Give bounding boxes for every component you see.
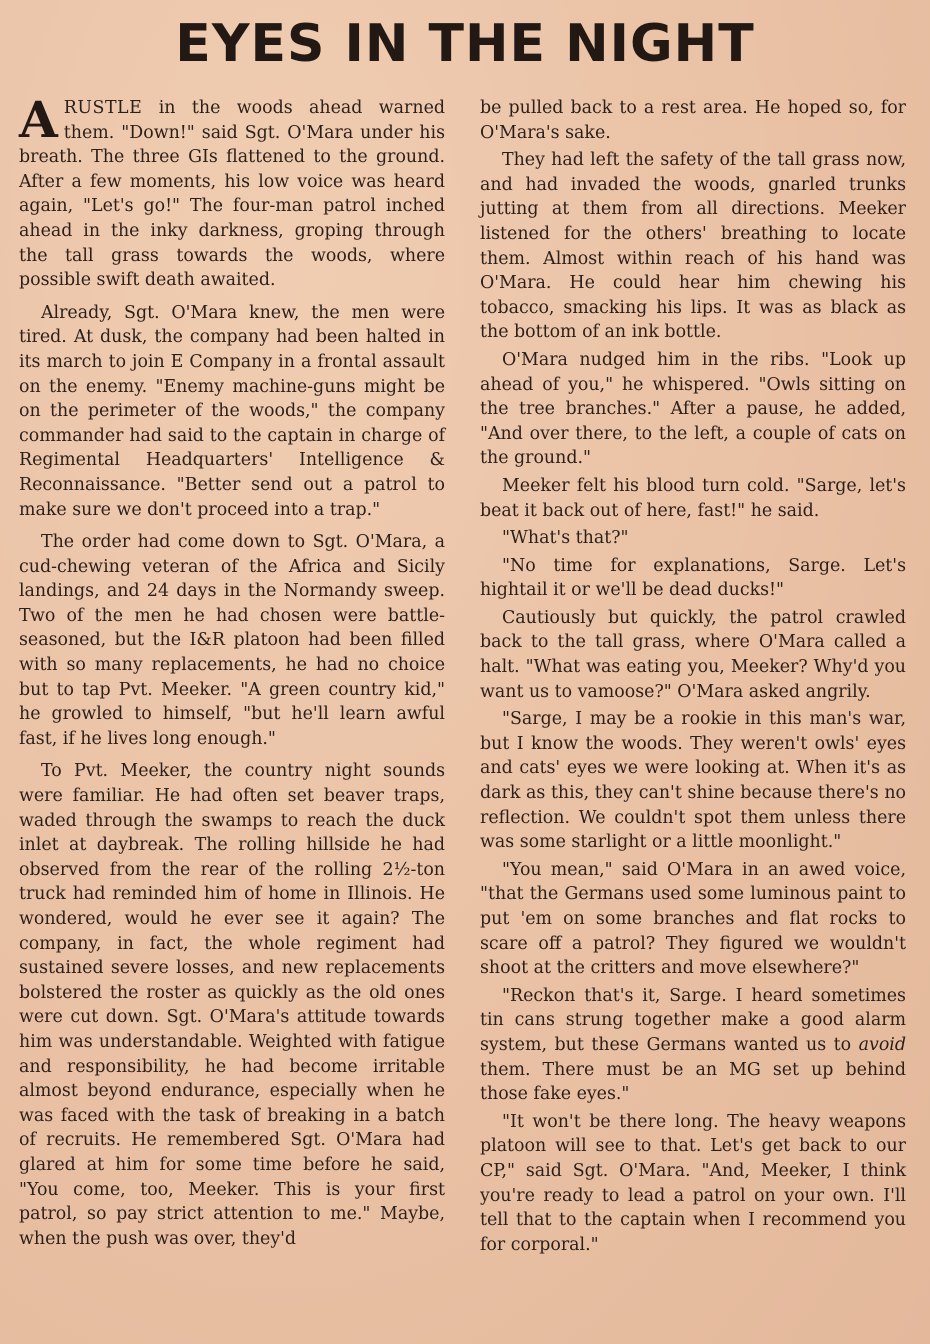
paragraph-13-text-a: "Reckon that's it, Sarge. I heard sometimes tin cans strung together make a good alarm system, but these Germans wanted us to bbox=[480, 985, 906, 1055]
paragraph-9: "No time for explanations, Sarge. Let's hightail it or we'll be dead ducks!" bbox=[480, 555, 906, 601]
paragraph-11: "Sarge, I may be a rookie in this man's war, but I know the woods. They weren't owls' eyes and cats' eyes we were looking at. When it's as dark as this, they can't shine because there's no reflection. We couldn't spot them unless there was some starlight or a little moonlight." bbox=[480, 709, 906, 853]
paragraph-14: "It won't be there long. The heavy weapons platoon will see to that. Let's get back to our CP," said Sgt. O'Mara. "And, Meeker, I think you're ready to lead a patrol on your own. I'll tell that to the captain when I recommend you for corporal." bbox=[480, 1111, 906, 1255]
paragraph-2: Already, Sgt. O'Mara knew, the men were tired. At dusk, the company had been halted in its march to join E Company in a frontal assault on the enemy. "Enemy machine-guns might be on the perimeter of the woods," the company commander had said to the captain in charge of Regimental Headquarters' Intelligence & Reconnaissance. "Better send out a patrol to make sure we don't proceed into a trap." bbox=[19, 302, 445, 520]
right-column bbox=[480, 96, 906, 1260]
paragraph-3: The order had come down to Sgt. O'Mara, a cud-chewing veteran of the Africa and Sicily landings, and 24 days in the Normandy sweep. Two of the men he had chosen were battle-seasoned, but the I&R platoon had been filled with so many replacements, he had no choice but to tap Pvt. Meeker. "A green country kid," he growled to himself, "but he'll learn awful fast, if he lives long enough." bbox=[19, 532, 445, 749]
story-title: EYES IN THE NIGHT bbox=[175, 14, 755, 74]
paragraph-4: To Pvt. Meeker, the country night sounds were familiar. He had often set beaver traps, waded through the swamps to reach the duck inlet at daybreak. The rolling hillside he had observed from the rear of the rolling 2½-ton truck had reminded him of home in Illinois. He wondered, would he ever see it again? The company, in fact, the whole regiment had sustained severe losses, and new replacements bolstered the roster as quickly as the old ones were cut down. Sgt. O'Mara's attitude towards him was understandable. Weighted with fatigue and responsibility, he had become irritable almost beyond endurance, especially when he was faced with the task of breaking in a batch of recruits. He remembered Sgt. O'Mara had glared at him for some time before he said, "You come, too, Meeker. This is your first patrol, so pay strict attention to me." Maybe, when the push was over, they'd bbox=[19, 761, 445, 1249]
paragraph-8: "What's that?" bbox=[502, 528, 629, 549]
lead-word: RUSTLE bbox=[63, 98, 143, 118]
paragraph-7: Meeker felt his blood turn cold. "Sarge, let's beat it back out of here, fast!" he said. bbox=[480, 475, 906, 521]
emphasis-word: avoid bbox=[858, 1034, 906, 1055]
left-column bbox=[19, 90, 445, 1259]
paragraph-10: Cautiously but quickly, the patrol crawled back to the tall grass, where O'Mara called a halt. "What was eating you, Meeker? Why'd you want us to vamoose?" O'Mara asked angrily. bbox=[480, 607, 906, 702]
paragraph-6: O'Mara nudged him in the ribs. "Look up ahead of you," he whispered. "Owls sitting on the tree branches." After a pause, he added, "And over there, to the left, a couple of cats on the ground." bbox=[480, 349, 906, 469]
paragraph-13-text-b: them. There must be an MG set up behind those fake eyes." bbox=[480, 1059, 906, 1105]
paragraph-13 bbox=[480, 984, 906, 1107]
paragraph-12: "You mean," said O'Mara in an awed voice, "that the Germans used some luminous paint to put 'em on some branches and flat rocks to scare off a patrol? They figured we wouldn't shoot at the critters and move elsewhere?" bbox=[480, 859, 906, 979]
paragraph-continued: be pulled back to a rest area. He hoped so, for O'Mara's sake. bbox=[480, 98, 906, 143]
drop-cap: A bbox=[19, 90, 58, 149]
paragraph-5: They had left the safety of the tall grass now, and had invaded the woods, gnarled trunks jutting at them from all directions. Meeker listened for the others' breathing to locate them. Almost within reach of his hand was O'Mara. He could hear him chewing his tobacco, smacking his lips. It was as black as the bottom of an ink bottle. bbox=[480, 150, 906, 343]
paragraph-1 bbox=[19, 90, 445, 293]
paragraph-1-text: in the woods ahead warned them. "Down!" said Sgt. O'Mara under his breath. The three GIs flattened to the ground. After a few moments, his low voice was heard again, "Let's go!" The four-man patrol inched ahead in the inky darkness, groping through the tall grass towards the woods, where possible swift death awaited. bbox=[19, 98, 445, 291]
